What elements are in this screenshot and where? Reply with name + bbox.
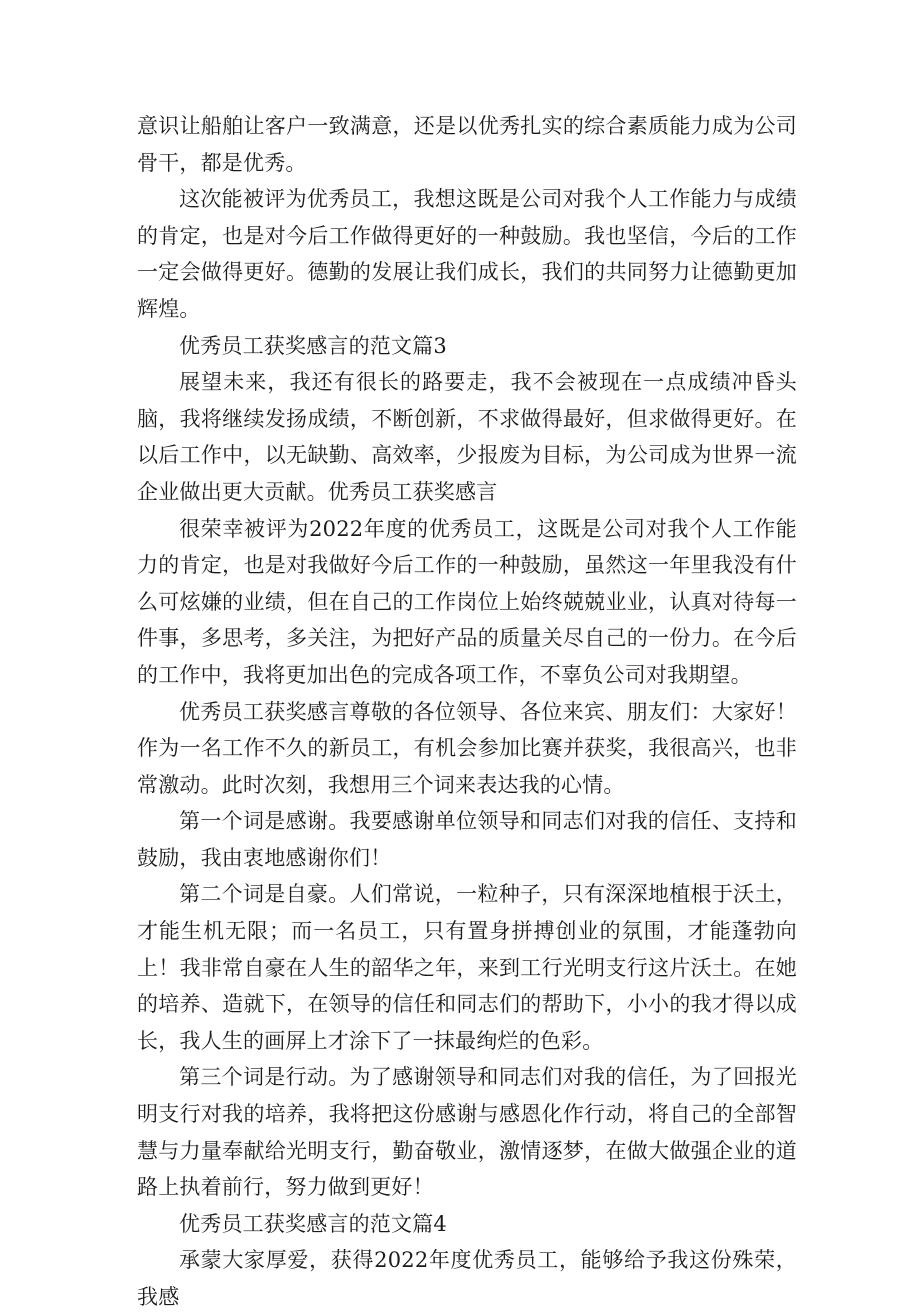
paragraph-continued: 意识让船舶让客户一致满意，还是以优秀扎实的综合素质能力成为公司骨干，都是优秀。	[137, 114, 797, 175]
paragraph: 优秀员工获奖感言尊敬的各位领导、各位来宾、朋友们：大家好！作为一名工作不久的新员工，有机会参加比赛并获奖，我很高兴，也非常激动。此时次刻，我想用三个词来表达我的心情。	[137, 699, 797, 797]
document-body	[137, 108, 797, 1316]
paragraph: 第二个词是自豪。人们常说，一粒种子，只有深深地植根于沃土，才能生机无限；而一名员工，只有置身拼搏创业的氛围，才能蓬勃向上！我非常自豪在人生的韶华之年，来到工行光明支行这片沃土。在她的培养、造就下，在领导的信任和同志们的帮助下，小小的我才得以成长，我人生的画屏上才涂下了一抹最绚烂的色彩。	[137, 882, 797, 1053]
section-heading-4: 优秀员工获奖感言的范文篇4	[179, 1211, 447, 1236]
paragraph: 第一个词是感谢。我要感谢单位领导和同志们对我的信任、支持和鼓励，我由衷地感谢你们！	[137, 809, 797, 870]
paragraph: 展望未来，我还有很长的路要走，我不会被现在一点成绩冲昏头脑，我将继续发扬成绩，不断创新，不求做得最好，但求做得更好。在以后工作中，以无缺勤、高效率，少报废为目标，为公司成为世界一流企业做出更大贡献。优秀员工获奖感言	[137, 370, 797, 504]
paragraph: 第三个词是行动。为了感谢领导和同志们对我的信任，为了回报光明支行对我的培养，我将把这份感谢与感恩化作行动，将自己的全部智慧与力量奉献给光明支行，勤奋敬业，激情逐梦，在做大做强企业的道路上执着前行，努力做到更好！	[137, 1065, 797, 1200]
paragraph: 这次能被评为优秀员工，我想这既是公司对我个人工作能力与成绩的肯定，也是对今后工作做得更好的一种鼓励。我也坚信，今后的工作一定会做得更好。德勤的发展让我们成长，我们的共同努力让德勤更加辉煌。	[137, 187, 797, 321]
paragraph: 很荣幸被评为2022年度的优秀员工，这既是公司对我个人工作能力的肯定，也是对我做好今后工作的一种鼓励，虽然这一年里我没有什么可炫嫌的业绩，但在自己的工作岗位上始终兢兢业业，认真对待每一件事，多思考，多关注，为把好产品的质量关尽自己的一份力。在今后的工作中，我将更加出色的完成各项工作，不辜负公司对我期望。	[137, 516, 797, 687]
paragraph: 承蒙大家厚爱，获得2022年度优秀员工，能够给予我这份殊荣，我感	[137, 1248, 797, 1309]
section-heading-3: 优秀员工获奖感言的范文篇3	[179, 333, 447, 358]
